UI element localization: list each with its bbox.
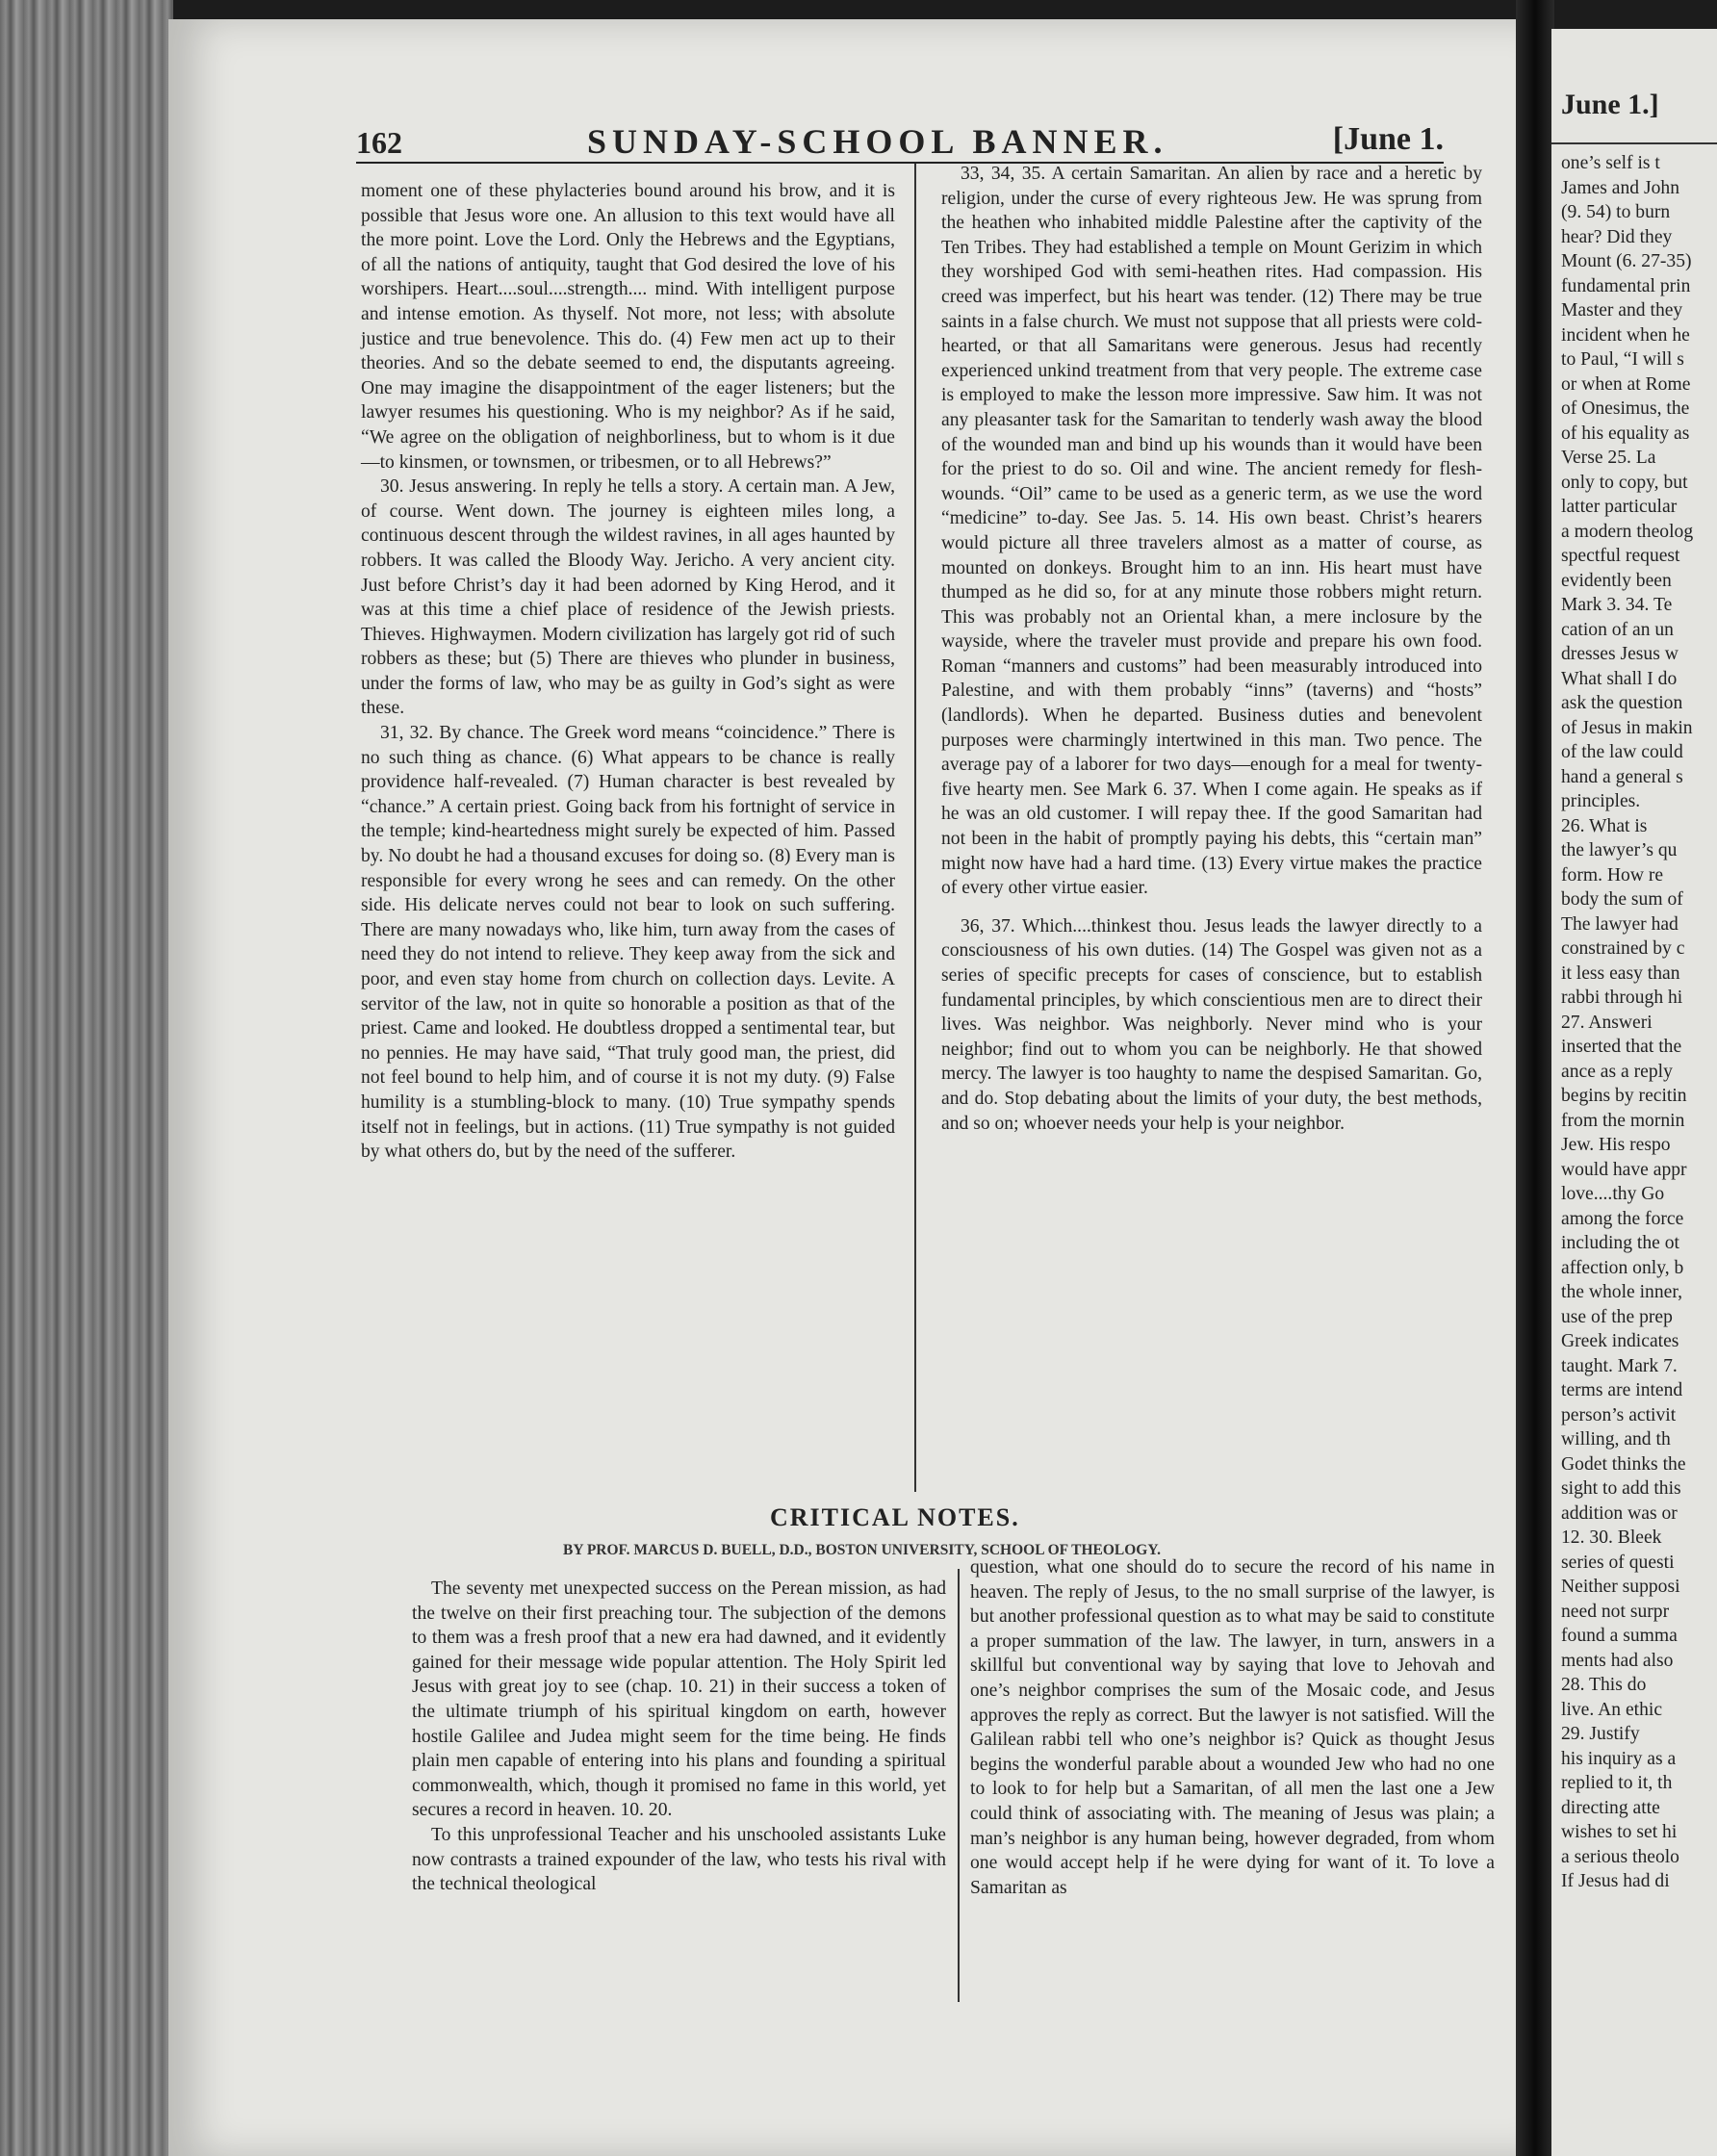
paragraph: 33, 34, 35. A certain Samaritan. An alien by race and a heretic by religion, under the curse of every righteous Jew. He was sprung from the heathen who inhabited middle Palestine after the captivity of the Ten Tribes. They had established a temple on Mount Gerizim in which they worshiped God with semi-heathen rites. Had compassion. His creed was imperfect, but his heart was tender. (12) There may be true saints in a false church. We must not suppose that all priests were cold-hearted, or that all Samaritans were generous. Jesus had recently experienced unkind treatment from that very people. The extreme case is employed to make the lesson more impressive. Saw him. It was not any pleasanter task for the Samaritan to tenderly wash away the blood of the wounded man and bind up his wounds than it would have been for the priest to do so. Oil and wine. The ancient remedy for flesh-wounds. “Oil” came to be used as a generic term, as we use the word “medicine” to-day. See Jas. 5. 14. His own beast. Christ’s hearers would picture all three travelers almost as a matter of course, as mounted on donkeys. Brought him to an inn. His heart must have thumped as he did so, for at any minute those robbers might return. This was probably not an Oriental khan, a mere inclosure by the wayside, where the traveler must provide and prepare his own food. Roman “manners and customs” had been measurably introduced into Palestine, and with them probably “inns” (taverns) and “hosts” (landlords). When he departed. Business duties and benevolent purposes were charmingly intertwined in this man. Two pence. The average pay of a laborer for two days—enough for a meal for twenty-five hearty men. See Mark 6. 37. When I come again. He speaks as if he was an old customer. I will repay thee. If the good Samaritan had not been in the habit of promptly paying his debts, this “certain man” might now have had a hard time. (13) Every virtue makes the practice of every other virtue easier. bbox=[941, 164, 1482, 899]
text-line: 12. 30. Bleek bbox=[1561, 1527, 1662, 1548]
byline: BY PROF. MARCUS D. BUELL, D.D., BOSTON UNIVERSITY, SCHOOL OF THEOLOGY. bbox=[563, 1542, 1161, 1558]
text-line: What shall I do bbox=[1561, 668, 1678, 689]
right-page bbox=[1551, 29, 1717, 2156]
text-line: Verse 25. La bbox=[1561, 448, 1656, 468]
text-line: of Onesimus, the bbox=[1561, 398, 1690, 419]
text-line: Mark 3. 34. Te bbox=[1561, 595, 1673, 615]
text-line: principles. bbox=[1561, 791, 1641, 811]
text-line: 27. Answeri bbox=[1561, 1012, 1653, 1033]
text-line: 26. What is bbox=[1561, 815, 1648, 836]
text-line: 28. This do bbox=[1561, 1675, 1647, 1695]
text-line: including the ot bbox=[1561, 1233, 1679, 1253]
text-line: Godet thinks the bbox=[1561, 1453, 1686, 1475]
book-spine bbox=[0, 0, 173, 2156]
text-line: among the force bbox=[1561, 1208, 1684, 1229]
text-line: replied to it, th bbox=[1561, 1773, 1673, 1793]
text-line: person’s activit bbox=[1561, 1404, 1677, 1425]
text-line: constrained by c bbox=[1561, 938, 1685, 959]
right-page-header: June 1.] bbox=[1561, 89, 1659, 120]
text-line: ments had also bbox=[1561, 1650, 1674, 1671]
page-header bbox=[356, 104, 1444, 164]
header-rule bbox=[1551, 142, 1717, 144]
text-line: sight to add this bbox=[1561, 1478, 1681, 1499]
text-line: inserted that the bbox=[1561, 1037, 1682, 1057]
text-line: taught. Mark 7. bbox=[1561, 1355, 1678, 1376]
text-line: would have appr bbox=[1561, 1159, 1687, 1180]
notes-right-column bbox=[970, 1555, 1495, 1900]
notes-left-column bbox=[412, 1577, 946, 1897]
header-date: [June 1. bbox=[1332, 121, 1444, 157]
text-line: to Paul, “I will s bbox=[1561, 349, 1684, 370]
paragraph: 30. Jesus answering. In reply he tells a story. A certain man. A Jew, of course. Went down. The journey is eighteen miles long, a continuous descent through the wildest ravines, in all ages haunted by robbers. It was called the Bloody Way. Jericho. A very ancient city. Just before Christ’s day it had been adorned by King Herod, and it was at this time a chief place of residence of the Jewish priests. Thieves. Highwaymen. Modern civilization has largely got rid of such robbers as these; but (5) There are thieves who plunder in business, under the forms of law, who may be as guilty in God’s sight as were these. bbox=[361, 476, 895, 719]
paragraph: moment one of these phylacteries bound around his brow, and it is possible that Jesus wore one. An allusion to this text would have all the more point. Love the Lord. Only the Hebrews and the Egyptians, of all the nations of antiquity, taught that God desired the love of his worshipers. Heart....soul....strength.... mind. With intelligent purpose and intense emotion. As thyself. Not more, not less; with absolute justice and true benevolence. This do. (4) Few men act up to their theories. And so the debate seemed to end, the disputants agreeing. One may imagine the disappointment of the eager listeners; but the lawyer resumes his questioning. Who is my neighbor? As if he said, “We agree on the obligation of neighborliness, but to whom is it due—to kinsmen, or townsmen, or tribesmen, or to all Hebrews?” bbox=[361, 181, 895, 473]
page-number: 162 bbox=[356, 125, 402, 160]
text-line: If Jesus had di bbox=[1561, 1871, 1670, 1891]
text-line: (9. 54) to burn bbox=[1561, 202, 1671, 222]
paragraph: 31, 32. By chance. The Greek word means “coincidence.” There is no such thing as chance. (6) What appears to be chance is really providence half-revealed. (7) Human character is best revealed by “chance.” A certain priest. Going back from his fortnight of service in the temple; kind-heartedness might surely be expected of him. Passed by. No doubt he had a thousand excuses for doing so. (8) Every man is responsible for every wrong he sees and can remedy. On the other side. His delicate nerves could not bear to look on such suffering. There are many nowadays who, like him, turn away from the cases of need they do not intend to relieve. They keep away from the sick and poor, and even stay home from church on collection days. Levite. A servitor of the law, not in quite so honorable a position as that of the priest. Came and looked. He doubtless dropped a sentimental tear, but no pennies. He may have said, “That truly good man, the priest, did not feel bound to help him, and of course it is not my duty. (9) False humility is a stumbling-block to many. (10) True sympathy spends itself not in feelings, but in actions. (11) True sympathy is not guided by what others do, but by the need of the sufferer. bbox=[361, 723, 895, 1163]
text-line: spectful request bbox=[1561, 546, 1680, 566]
text-line: incident when he bbox=[1561, 324, 1690, 346]
text-line: evidently been bbox=[1561, 570, 1672, 591]
text-line: begins by recitin bbox=[1561, 1086, 1687, 1106]
paragraph: question, what one should do to secure the record of his name in heaven. The reply of Jesus, to the no small surprise of the lawyer, is but another professional question as to what may be said to constitute a proper summation of the law. The lawyer, in turn, answers in a skillful but conventional way by saying that love to Jehovah and one’s neighbor comprises the sum of the Mosaic code, and Jesus approves the reply as correct. But the lawyer is not satisfied. Will the Galilean rabbi tell who one’s neighbor is? Quick as thought Jesus begins the wonderful parable about a wounded Jew who had no one to look to for help but a Samaritan, of all men the last one a Jew could think of associating with. The meaning of Jesus was plain; a man’s neighbor is any human being, however degraded, from whom one would accept help if he were dying for want of it. To love a Samaritan as bbox=[970, 1557, 1495, 1898]
text-line: Jew. His respo bbox=[1561, 1135, 1671, 1155]
text-line: cation of an un bbox=[1561, 619, 1674, 640]
text-line: form. How re bbox=[1561, 864, 1664, 886]
text-line: hand a general s bbox=[1561, 766, 1683, 787]
text-line: wishes to set hi bbox=[1561, 1822, 1678, 1842]
text-line: of his equality as bbox=[1561, 423, 1690, 444]
text-line: addition was or bbox=[1561, 1502, 1678, 1524]
text-line: Mount (6. 27-35) bbox=[1561, 251, 1692, 271]
text-line: series of questi bbox=[1561, 1552, 1675, 1573]
text-line: affection only, b bbox=[1561, 1257, 1684, 1278]
text-line: a serious theolo bbox=[1561, 1846, 1679, 1867]
text-line: need not surpr bbox=[1561, 1601, 1670, 1622]
right-page-text bbox=[1561, 151, 1717, 1894]
text-line: terms are intend bbox=[1561, 1380, 1683, 1400]
book-gutter bbox=[1516, 0, 1554, 2156]
paragraph: To this unprofessional Teacher and his unschooled assistants Luke now contrasts a trained expounder of the law, who tests his rival with the technical theological bbox=[412, 1824, 946, 1895]
text-line: fundamental prin bbox=[1561, 275, 1691, 296]
text-line: latter particular bbox=[1561, 497, 1678, 517]
text-line: found a summa bbox=[1561, 1626, 1678, 1646]
text-line: body the sum of bbox=[1561, 889, 1683, 910]
paragraph: The seventy met unexpected success on the Perean mission, as had the twelve on their first preaching tour. The subjection of the demons to them was a fresh proof that a new era had dawned, and it evidently gained for their message wide popular attention. The Holy Spirit led Jesus with great joy to see (chap. 10. 21) in their success a token of the ultimate triumph of his spiritual kingdom on earth, however hostile Galilee and Judea might seem for the time being. He finds plain men capable of entering into his plans and founding a spiritual commonwealth, which, though it promised no fame in this world, yet secures a record in heaven. 10. 20. bbox=[412, 1578, 946, 1821]
text-line: ance as a reply bbox=[1561, 1061, 1673, 1082]
column-divider bbox=[958, 1569, 960, 2002]
column-divider bbox=[914, 164, 916, 1492]
text-line: ask the question bbox=[1561, 693, 1683, 713]
text-line: or when at Rome bbox=[1561, 373, 1691, 395]
text-line: Greek indicates bbox=[1561, 1331, 1679, 1351]
text-line: dresses Jesus w bbox=[1561, 644, 1679, 664]
text-line: love....thy Go bbox=[1561, 1184, 1665, 1204]
text-line: The lawyer had bbox=[1561, 913, 1679, 935]
text-line: James and John bbox=[1561, 177, 1679, 198]
section-title: CRITICAL NOTES. bbox=[770, 1503, 1020, 1531]
text-line: live. An ethic bbox=[1561, 1699, 1663, 1720]
text-line: rabbi through hi bbox=[1561, 988, 1683, 1008]
paragraph: 36, 37. Which....thinkest thou. Jesus leads the lawyer directly to a consciousness of his own duties. (14) The Gospel was given not as a series of specific precepts for cases of conscience, but to establish fundamental principles, by which conscientious men are to direct their lives. Was neighbor. Was neighborly. Never mind who is your neighbor; find out to whom you can be neighborly. He that showed mercy. The lawyer is too haughty to name the despised Samaritan. Go, and do. Stop debating about the limits of your duty, the best methods, and so on; whoever needs your help is your neighbor. bbox=[941, 915, 1482, 1134]
text-line: from the mornin bbox=[1561, 1110, 1685, 1131]
text-line: directing atte bbox=[1561, 1797, 1660, 1818]
text-line: willing, and th bbox=[1561, 1429, 1671, 1450]
text-line: of the law could bbox=[1561, 742, 1683, 762]
text-line: hear? Did they bbox=[1561, 226, 1673, 247]
commentary-left-column bbox=[361, 179, 895, 1165]
text-line: his inquiry as a bbox=[1561, 1748, 1677, 1769]
commentary-right-column bbox=[941, 162, 1482, 1136]
text-line: use of the prep bbox=[1561, 1306, 1673, 1327]
text-line: Master and they bbox=[1561, 300, 1683, 321]
text-line: of Jesus in makin bbox=[1561, 717, 1693, 738]
text-line: 29. Justify bbox=[1561, 1724, 1640, 1744]
text-line: one’s self is t bbox=[1561, 153, 1660, 173]
text-line: the lawyer’s qu bbox=[1561, 840, 1678, 860]
text-line: it less easy than bbox=[1561, 962, 1680, 984]
text-line: the whole inner, bbox=[1561, 1282, 1682, 1302]
journal-title: SUNDAY-SCHOOL BANNER. bbox=[587, 122, 1168, 161]
text-line: a modern theolog bbox=[1561, 521, 1694, 542]
text-line: Neither supposi bbox=[1561, 1577, 1680, 1597]
text-line: only to copy, but bbox=[1561, 472, 1688, 493]
